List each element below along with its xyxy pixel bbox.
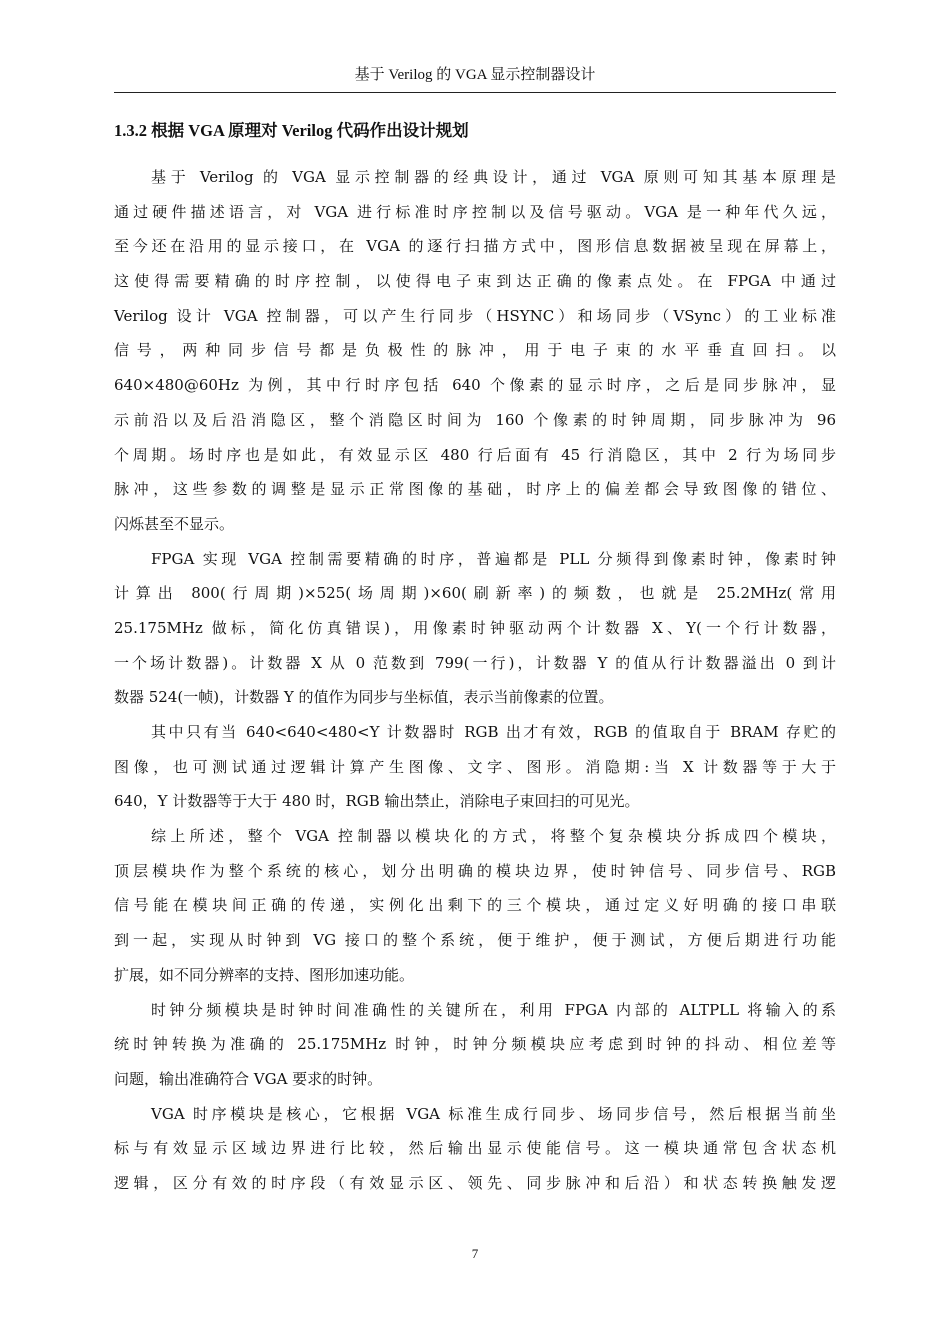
- paragraph-line: 通过硬件描述语言，对 VGA 进行标准时序控制以及信号驱动。VGA 是一种年代久远，: [114, 202, 836, 221]
- paragraph-line: 统时钟转换为准确的 25.175MHz 时钟，时钟分频模块应考虑到时钟的抖动、相位差等: [114, 1035, 836, 1054]
- paragraph-line: 640，Y 计数器等于大于 480 时，RGB 输出禁止，消除电子束回扫的可见光。: [114, 792, 640, 811]
- paragraph-line: 顶层模块作为整个系统的核心，划分出明确的模块边界，使时钟信号、同步信号、RGB: [114, 861, 836, 880]
- paragraph-line: 闪烁甚至不显示。: [114, 514, 235, 533]
- paragraph-line: 这使得需要精确的时序控制，以使得电子束到达正确的像素点处。在 FPGA 中通过: [114, 272, 836, 291]
- paragraph-line: 至今还在沿用的显示接口，在 VGA 的逐行扫描方式中，图形信息数据被呈现在屏幕上，: [114, 237, 836, 256]
- paragraph-line: 信号，两种同步信号都是负极性的脉冲，用于电子束的水平垂直回扫。以: [114, 341, 836, 360]
- paragraph-line: 数器 524(一帧)，计数器 Y 的值作为同步与坐标值，表示当前像素的位置。: [114, 688, 614, 707]
- paragraph-3: [114, 715, 836, 819]
- paragraph-line: 一个场计数器)。计数器 X 从 0 范数到 799(一行)，计数器 Y 的值从行计数器溢出 0 到计: [114, 653, 836, 672]
- paragraph-line: 逻辑，区分有效的时序段（有效显示区、领先、同步脉冲和后沿）和状态转换触发逻: [114, 1173, 836, 1192]
- paragraph-1: [114, 160, 836, 542]
- paragraph-line: 图像，也可测试通过逻辑计算产生图像、文字、图形。消隐期:当 X 计数器等于大于: [114, 757, 836, 776]
- paragraph-line: 时钟分频模块是时钟时间准确性的关键所在，利用 FPGA 内部的 ALTPLL 将输入的系: [151, 1000, 836, 1019]
- paragraph-line: 个周期。场时序也是如此，有效显示区 480 行后面有 45 行消隐区，其中 2 行为场同步: [114, 445, 836, 464]
- paragraph-line: 基于 Verilog 的 VGA 显示控制器的经典设计，通过 VGA 原则可知其基本原理是: [151, 168, 836, 186]
- paragraph-line: 到一起，实现从时钟到 VG 接口的整个系统，便于维护，便于测试，方便后期进行功能: [114, 931, 836, 950]
- paragraph-6: [114, 1097, 836, 1201]
- paragraph-line: VGA 时序模块是核心，它根据 VGA 标准生成行同步、场同步信号，然后根据当前坐: [151, 1104, 836, 1123]
- paragraph-4: [114, 819, 836, 992]
- paragraph-line: FPGA 实现 VGA 控制需要精确的时序，普遍都是 PLL 分频得到像素时钟，像素时钟: [151, 549, 836, 568]
- paragraph-2: [114, 542, 836, 715]
- paragraph-line: 综上所述，整个 VGA 控制器以模块化的方式，将整个复杂模块分拆成四个模块，: [151, 827, 836, 846]
- paragraph-line: 信号能在模块间正确的传递，实例化出剩下的三个模块，通过定义好明确的接口串联: [114, 896, 836, 915]
- body-text: [114, 160, 836, 1201]
- paragraph-line: 计算出 800(行周期)×525(场周期)×60(刷新率)的频数，也就是 25.2MHz(常用: [114, 584, 836, 603]
- paragraph-5: [114, 993, 836, 1097]
- paragraph-line: 脉冲，这些参数的调整是显示正常图像的基础，时序上的偏差都会导致图像的错位、: [114, 480, 836, 499]
- page-header: [114, 62, 836, 93]
- paragraph-line: Verilog 设计 VGA 控制器，可以产生行同步（HSYNC）和场同步（VSync）的工业标准: [114, 306, 836, 325]
- page-number: 7: [471, 1246, 479, 1261]
- header-title: 基于 Verilog 的 VGA 显示控制器设计: [354, 67, 596, 83]
- paragraph-line: 25.175MHz 做标，简化仿真错误)，用像素时钟驱动两个计数器 X、Y(一个行计数器，: [114, 618, 836, 637]
- paragraph-line: 示前沿以及后沿消隐区，整个消隐区时间为 160 个像素的时钟周期，同步脉冲为 96: [114, 410, 836, 429]
- paragraph-line: 其中只有当 640<640<480<Y 计数器时 RGB 出才有效，RGB 的值取自于 BRAM 存贮的: [151, 723, 836, 741]
- paragraph-line: 640×480@60Hz 为例，其中行时序包括 640 个像素的显示时序，之后是同步脉冲，显: [114, 376, 836, 395]
- paragraph-line: 标与有效显示区域边界进行比较，然后输出显示使能信号。这一模块通常包含状态机: [114, 1139, 836, 1158]
- paragraph-line: 扩展，如不同分辨率的支持、图形加速功能。: [114, 965, 415, 984]
- paragraph-line: 问题，输出准确符合 VGA 要求的时钟。: [114, 1069, 383, 1088]
- section-heading: 1.3.2 根据 VGA 原理对 Verilog 代码作出设计规划: [114, 121, 469, 140]
